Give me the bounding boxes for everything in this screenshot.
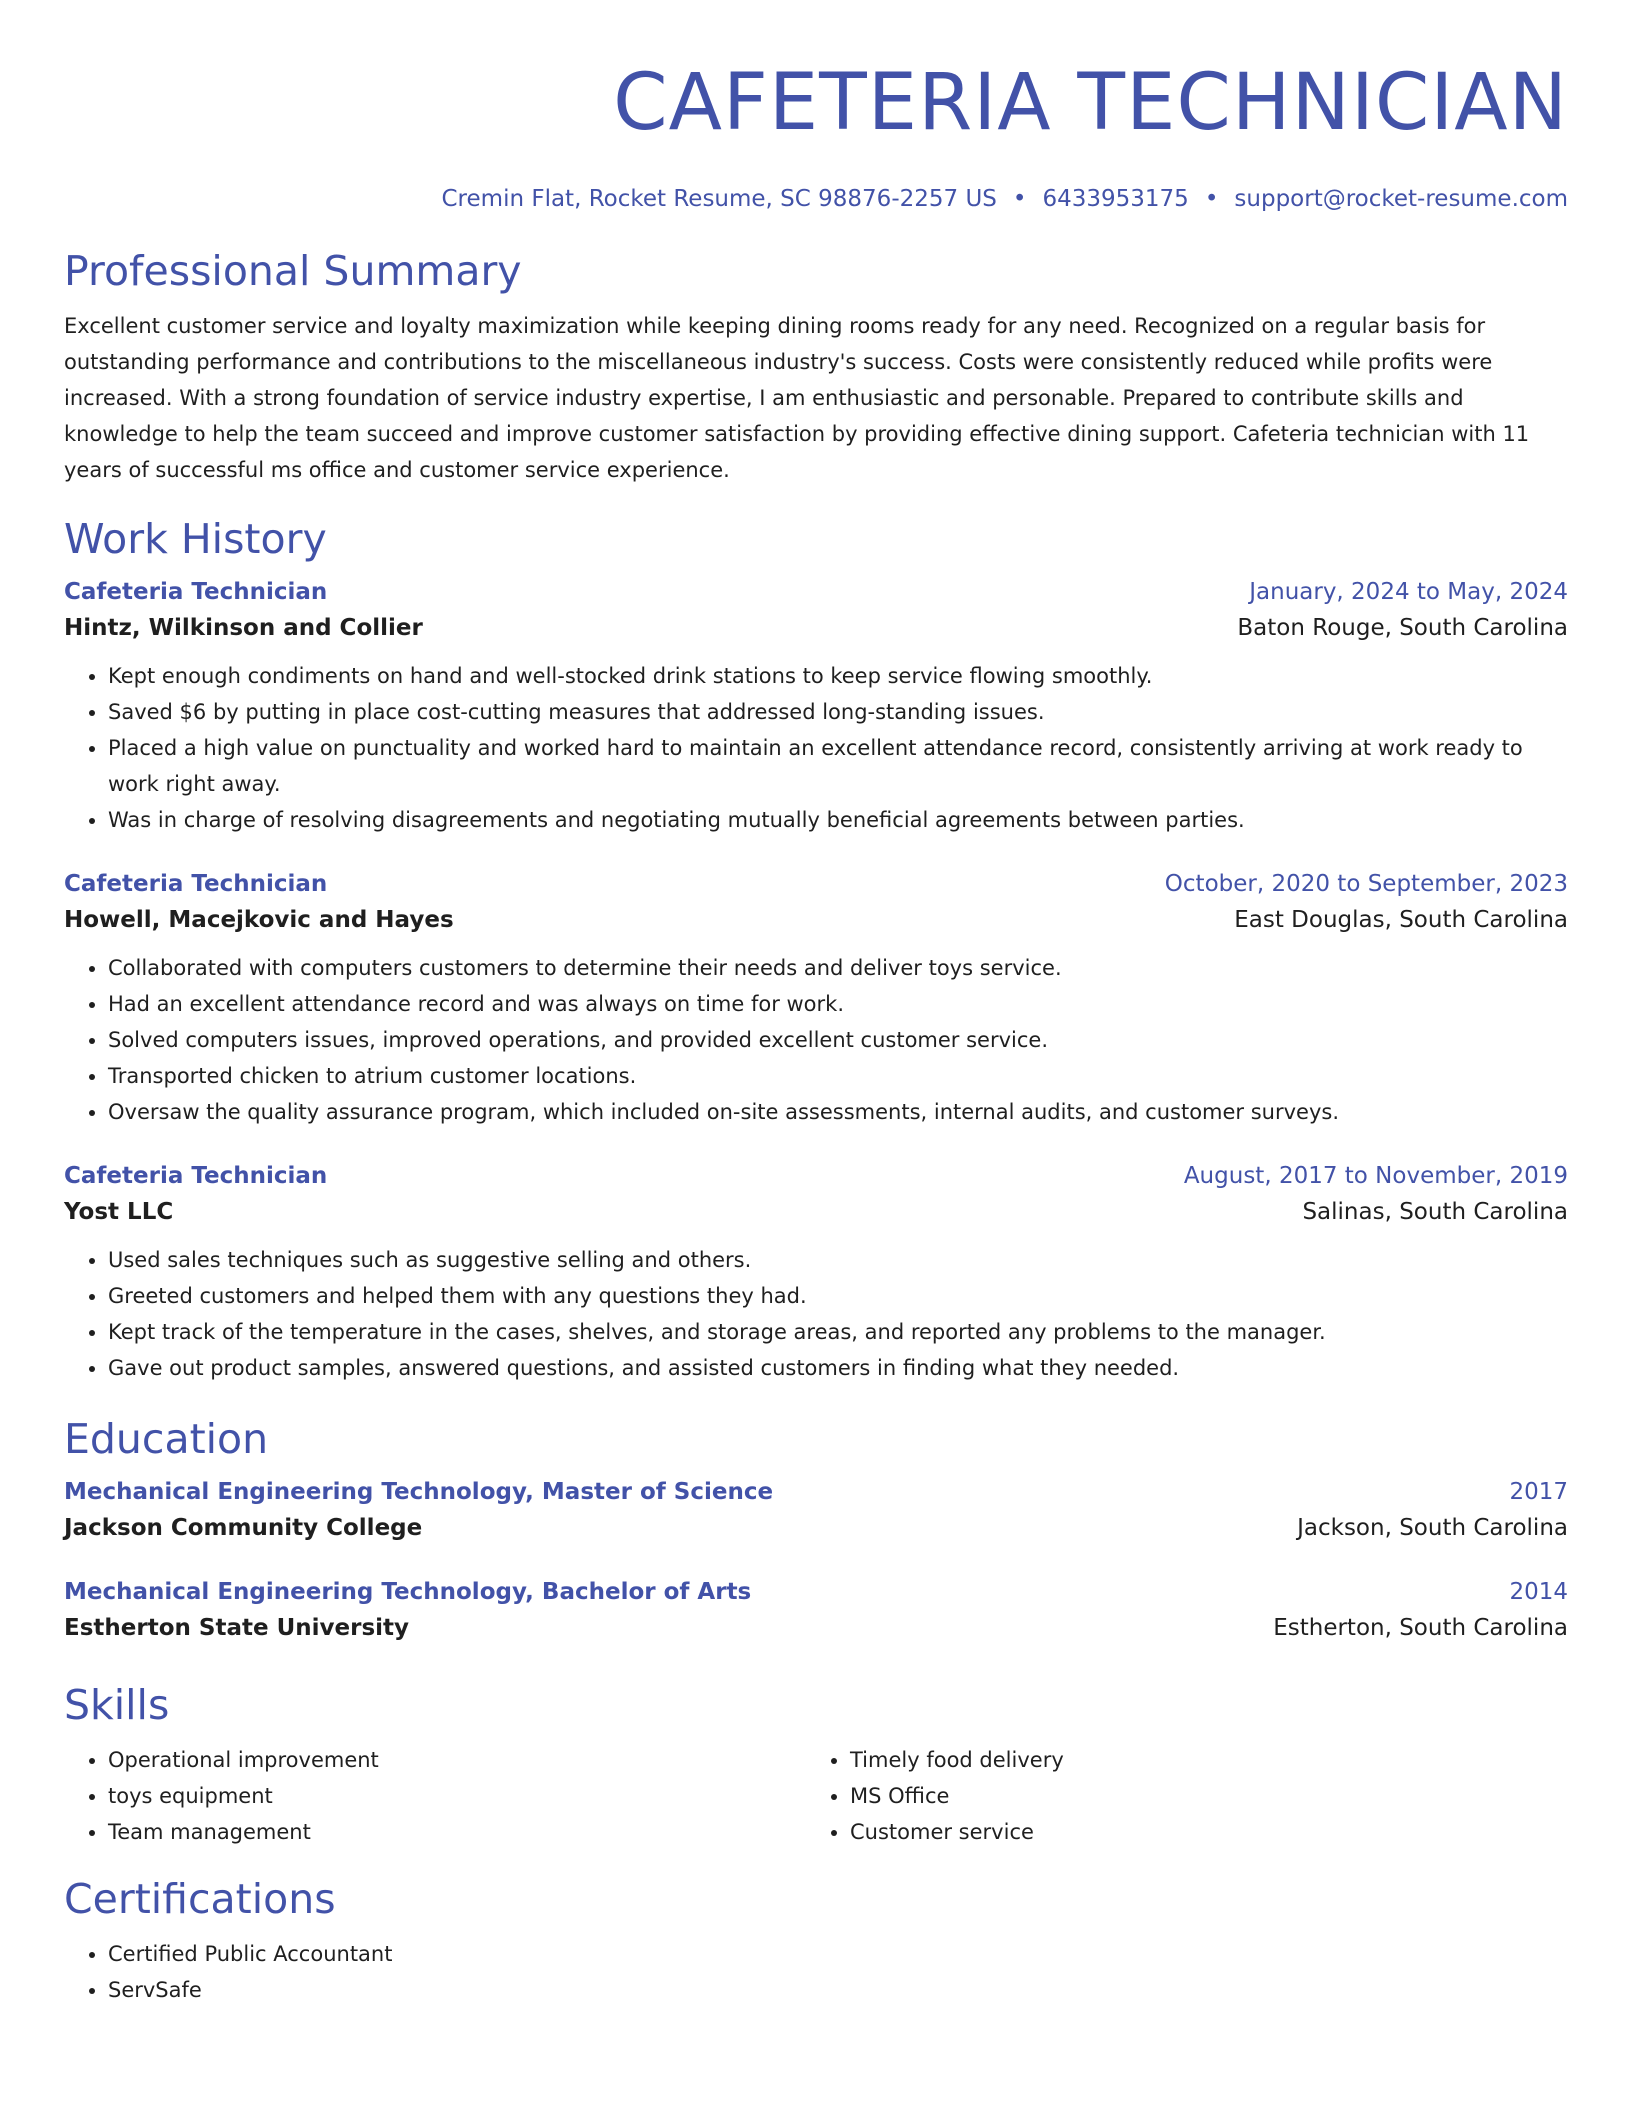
contact-phone: 6433953175 bbox=[1042, 186, 1189, 212]
education-entry bbox=[64, 1476, 1568, 1546]
job-dates: October, 2020 to September, 2023 bbox=[1164, 871, 1568, 897]
job-bullet: • Transported chicken to atrium customer locations. bbox=[108, 1058, 1568, 1094]
work-history-heading: Work History bbox=[64, 515, 327, 563]
job-bullet: • Oversaw the quality assurance program, which included on-site assessments, internal audits, and customer surveys. bbox=[108, 1094, 1568, 1130]
job-bullet: • Saved $6 by putting in place cost-cutting measures that addressed long-standing issues. bbox=[108, 694, 1568, 730]
job-location: Baton Rouge, South Carolina bbox=[1237, 615, 1568, 641]
job-bullet: • Kept track of the temperature in the cases, shelves, and storage areas, and reported any problems to the manager. bbox=[108, 1314, 1568, 1350]
job-dates: August, 2017 to November, 2019 bbox=[1183, 1163, 1568, 1189]
skills-list-left bbox=[64, 1742, 806, 1850]
skill-item: • toys equipment bbox=[108, 1778, 806, 1814]
contact-address: Cremin Flat, Rocket Resume, SC 98876-2257 US bbox=[441, 186, 997, 212]
job-bullet: • Collaborated with computers customers to determine their needs and deliver toys service. bbox=[108, 950, 1568, 986]
education-year: 2014 bbox=[1509, 1579, 1568, 1605]
job-location: East Douglas, South Carolina bbox=[1234, 907, 1568, 933]
skill-item: • Customer service bbox=[850, 1814, 1548, 1850]
education-degree: Mechanical Engineering Technology, Master of Science bbox=[64, 1479, 774, 1505]
job-company-row bbox=[64, 1194, 1568, 1230]
summary-heading: Professional Summary bbox=[64, 247, 522, 295]
education-degree-row bbox=[64, 1476, 1568, 1508]
education-degree: Mechanical Engineering Technology, Bachelor of Arts bbox=[64, 1579, 752, 1605]
contact-email[interactable]: support@rocket-resume.com bbox=[1234, 186, 1568, 212]
skill-item: • Team management bbox=[108, 1814, 806, 1850]
job-bullets bbox=[64, 1242, 1568, 1386]
certifications-list bbox=[64, 1936, 1568, 2008]
job-entry bbox=[64, 868, 1568, 1130]
skills-list-right bbox=[806, 1742, 1548, 1850]
job-bullets bbox=[64, 658, 1568, 838]
job-role: Cafeteria Technician bbox=[64, 871, 328, 897]
certifications-heading: Certifications bbox=[64, 1875, 336, 1923]
job-bullet: • Was in charge of resolving disagreements and negotiating mutually beneficial agreements between parties. bbox=[108, 802, 1568, 838]
education-school-row bbox=[64, 1610, 1568, 1646]
job-company: Yost LLC bbox=[64, 1199, 174, 1225]
skill-item: • Operational improvement bbox=[108, 1742, 806, 1778]
contact-separator: • bbox=[1204, 186, 1219, 212]
job-location: Salinas, South Carolina bbox=[1302, 1199, 1568, 1225]
skills-heading: Skills bbox=[64, 1681, 170, 1729]
job-entry bbox=[64, 1160, 1568, 1386]
education-entry bbox=[64, 1576, 1568, 1646]
education-location: Jackson, South Carolina bbox=[1297, 1515, 1568, 1541]
summary-text: Excellent customer service and loyalty maximization while keeping dining rooms ready for any need. Recognized on a regular basis for outstanding performance and contributions to the miscellaneous industry's success. Costs were consistently reduced while profits were increased. With a strong foundation of service industry expertise, I am enthusiastic and personable. Prepared to contribute skills and knowledge to help the team succeed and improve customer satisfaction by providing effective dining support. Cafeteria technician with 11 years of successful ms office and customer service experience. bbox=[64, 314, 1530, 482]
job-title-row bbox=[64, 1160, 1568, 1192]
job-company-row bbox=[64, 902, 1568, 938]
education-year: 2017 bbox=[1509, 1479, 1568, 1505]
job-dates: January, 2024 to May, 2024 bbox=[1249, 579, 1568, 605]
job-company-row bbox=[64, 610, 1568, 646]
job-bullet: • Used sales techniques such as suggestive selling and others. bbox=[108, 1242, 1568, 1278]
skills-grid bbox=[64, 1742, 1568, 1850]
job-bullet: • Had an excellent attendance record and was always on time for work. bbox=[108, 986, 1568, 1022]
job-bullet: • Placed a high value on punctuality and worked hard to maintain an excellent attendance record, consistently arriving at work ready to work right away. bbox=[108, 730, 1568, 802]
education-school: Jackson Community College bbox=[64, 1515, 423, 1541]
job-role: Cafeteria Technician bbox=[64, 1163, 328, 1189]
job-bullet: • Kept enough condiments on hand and well-stocked drink stations to keep service flowing smoothly. bbox=[108, 658, 1568, 694]
certification-item: • Certified Public Accountant bbox=[108, 1936, 1568, 1972]
skill-item: • MS Office bbox=[850, 1778, 1548, 1814]
job-bullet: • Greeted customers and helped them with any questions they had. bbox=[108, 1278, 1568, 1314]
certification-item: • ServSafe bbox=[108, 1972, 1568, 2008]
education-school: Estherton State University bbox=[64, 1615, 409, 1641]
job-entry bbox=[64, 576, 1568, 838]
resume-header bbox=[64, 58, 1568, 214]
job-company: Howell, Macejkovic and Hayes bbox=[64, 907, 454, 933]
job-title-row bbox=[64, 576, 1568, 608]
education-degree-row bbox=[64, 1576, 1568, 1608]
contact-line bbox=[64, 184, 1568, 214]
education-school-row bbox=[64, 1510, 1568, 1546]
job-role: Cafeteria Technician bbox=[64, 579, 328, 605]
job-title-row bbox=[64, 868, 1568, 900]
education-heading: Education bbox=[64, 1415, 269, 1463]
resume-name: CAFETERIA TECHNICIAN bbox=[613, 58, 1568, 148]
contact-separator: • bbox=[1012, 186, 1027, 212]
job-bullets bbox=[64, 950, 1568, 1130]
job-company: Hintz, Wilkinson and Collier bbox=[64, 615, 423, 641]
job-bullet: • Solved computers issues, improved operations, and provided excellent customer service. bbox=[108, 1022, 1568, 1058]
education-location: Estherton, South Carolina bbox=[1273, 1615, 1568, 1641]
job-bullet: • Gave out product samples, answered questions, and assisted customers in finding what they needed. bbox=[108, 1350, 1568, 1386]
skill-item: • Timely food delivery bbox=[850, 1742, 1548, 1778]
